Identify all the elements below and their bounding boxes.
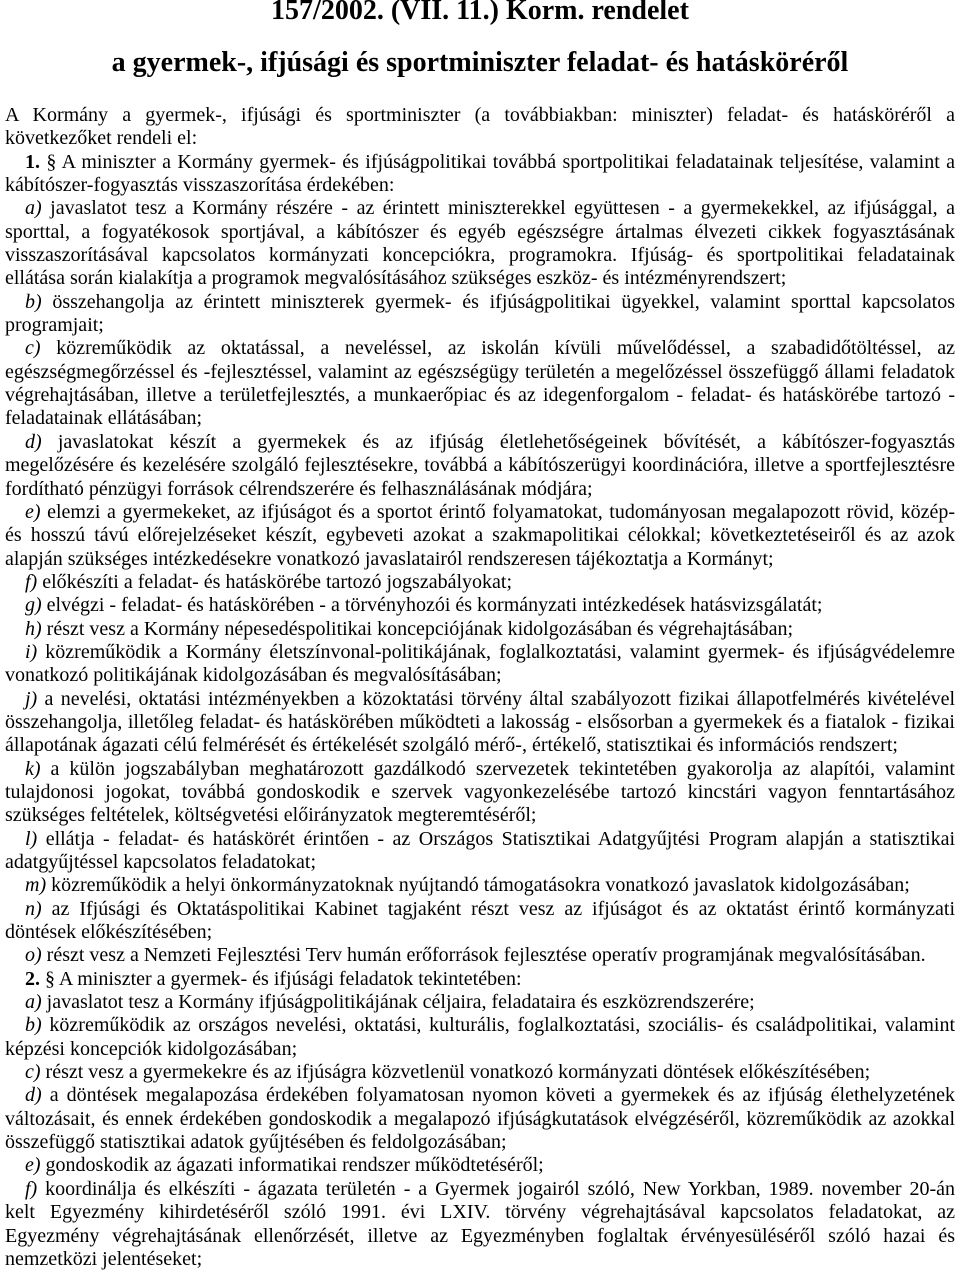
line-text: gondoskodik az ágazati informatikai rendszer működtetéséről; bbox=[45, 1154, 544, 1177]
section-2-item-f bbox=[5, 1178, 955, 1271]
item-label: o) bbox=[25, 944, 42, 967]
line-text: ellátja - feladat- és hatáskörét érintően - az Országos Statisztikai Adatgyűjtési Program alapján a statisztikai bbox=[45, 827, 956, 850]
section-2-item-a bbox=[5, 991, 955, 1014]
text-line: nemzetközi jelentéseket; bbox=[5, 1247, 203, 1270]
section-1-item-k bbox=[5, 758, 955, 828]
section-1-item-j bbox=[5, 688, 955, 758]
text-line: Egyezmény végrehajtásának ellenőrzését, illetve az Egyezményben foglaltak érvényesüléséről szóló hazai és bbox=[5, 1224, 955, 1247]
item-label: d) bbox=[25, 430, 42, 453]
text-line: visszaszorításával kapcsolatos kormányzati koncepciókra, programokra. Ifjúság- és sportpolitikai feladatainak bbox=[5, 244, 955, 267]
line-text: részt vesz a Kormány népesedéspolitikai koncepciójának kidolgozásában és végrehajtásában; bbox=[46, 617, 794, 640]
text-line bbox=[5, 197, 955, 220]
text-line: végrehajtásában, illetve a területfejlesztés, a munkaerőpiac és az idegenforgalom - feladat- és hatáskörébe tartozó - bbox=[5, 384, 955, 407]
item-label: c) bbox=[25, 337, 41, 360]
line-text: koordinálja és elkészíti - ágazata területén - a Gyermek jogairól szóló, New Yorkban, 1989. november 20-án bbox=[45, 1177, 955, 1200]
line-text: az Ifjúsági és Oktatáspolitikai Kabinet tagjaként részt vesz az ifjúságot és az oktatást érintő kormányzati bbox=[51, 897, 956, 920]
text-line bbox=[5, 594, 955, 617]
item-label: g) bbox=[25, 594, 42, 617]
text-line: adatgyűjtéssel kapcsolatos feladatokat; bbox=[5, 851, 317, 873]
item-label: h) bbox=[25, 617, 42, 640]
document-subtitle: a gyermek-, ifjúsági és sportminiszter feladat- és hatásköréről bbox=[111, 47, 849, 78]
item-label: b) bbox=[25, 290, 42, 313]
text-line bbox=[5, 1084, 955, 1107]
text-line bbox=[5, 1014, 955, 1037]
line-text: közreműködik a Kormány életszínvonal-politikájának, foglalkoztatási, valamint gyermek- és ifjúságvédelemre bbox=[45, 640, 955, 663]
text-line bbox=[5, 1154, 955, 1177]
section-2-item-e bbox=[5, 1154, 955, 1177]
text-line bbox=[5, 1061, 955, 1084]
text-line bbox=[5, 431, 955, 454]
section-1-item-c bbox=[5, 337, 955, 430]
text-line bbox=[5, 758, 955, 781]
text-line: vonatkozó politikájának kidolgozásában és megvalósításában; bbox=[5, 664, 502, 687]
text-line bbox=[5, 874, 955, 897]
text-line: állapotának ágazati célú felmérését és értékelését szolgáló mérő-, értékelő, statisztikai és információs rendszert; bbox=[5, 734, 898, 757]
section-1-item-b bbox=[5, 291, 955, 338]
text-line: változásait, és ennek érdekében gondoskodik a megalapozó ifjúságkutatások elvégzéséről, közreműködik az azokkal bbox=[5, 1107, 955, 1130]
preamble bbox=[5, 104, 955, 151]
text-line: kelt Egyezmény kihirdetéséről szóló 1991. évi LXIV. törvény végrehajtásával kapcsolatos feladatokat, az bbox=[5, 1201, 955, 1224]
section-1-item-e bbox=[5, 501, 955, 571]
text-line bbox=[5, 618, 955, 641]
item-label: n) bbox=[25, 897, 42, 920]
line-text: javaslatot tesz a Kormány ifjúságpolitikájának céljaira, feladataira és eszközrendszerére; bbox=[46, 991, 755, 1014]
item-label: f) bbox=[25, 570, 38, 593]
text-line: ellátása során kialakítja a programok megvalósításához szükséges eszköz- és intézményrendszert; bbox=[5, 267, 787, 290]
line-text: összehangolja az érintett miniszterek gyermek- és ifjúságpolitikai ügyekkel, valamint sporttal kapcsolatos bbox=[52, 290, 956, 313]
text-line: programjait; bbox=[5, 314, 104, 337]
text-line bbox=[5, 571, 955, 594]
text-line: kábítószer-fogyasztás visszaszorítása érdekében: bbox=[5, 174, 395, 197]
text-line bbox=[5, 991, 955, 1014]
item-label: k) bbox=[25, 757, 41, 780]
item-label: e) bbox=[25, 500, 41, 523]
item-label: d) bbox=[25, 1084, 42, 1107]
text-line bbox=[5, 828, 955, 851]
line-text: a döntések megalapozása érdekében folyamatosan nyomon követi a gyermekek és az ifjúság élethelyzetének bbox=[49, 1084, 955, 1107]
item-label: j) bbox=[25, 687, 38, 710]
section-1-item-d bbox=[5, 431, 955, 501]
section-2-intro bbox=[5, 968, 955, 991]
text-line: feladatainak ellátásában; bbox=[5, 407, 203, 430]
section-2-item-b bbox=[5, 1014, 955, 1061]
text-line bbox=[5, 688, 955, 711]
section-1-item-g bbox=[5, 594, 955, 617]
line-text: a nevelési, oktatási intézményekben a közoktatási törvény által szabályozott fizikai állapotfelmérés kivételével bbox=[44, 687, 956, 710]
item-label: l) bbox=[25, 827, 38, 850]
text-line: megelőzésére és kezelésére szolgáló fejlesztésekre, továbbá a kábítószerügyi koordinációra, illetve a sportfejlesztésre bbox=[5, 454, 955, 477]
item-label: c) bbox=[25, 1061, 41, 1084]
line-text: § A miniszter a Kormány gyermek- és ifjúságpolitikai továbbá sportpolitikai feladatainak teljesítése, valamint a bbox=[46, 150, 956, 173]
line-text: közreműködik az oktatással, a neveléssel, az iskolán kívüli művelődéssel, a szabadidőtöltéssel, az bbox=[56, 337, 955, 360]
section-1-item-l bbox=[5, 828, 955, 875]
section-number: 1. bbox=[25, 150, 40, 173]
line-text: elvégzi - feladat- és hatáskörében - a törvényhozói és kormányzati intézkedések hatásvizsgálatát; bbox=[46, 594, 823, 617]
item-label: a) bbox=[25, 991, 42, 1014]
line-text: § A miniszter a gyermek- és ifjúsági feladatok tekintetében: bbox=[45, 967, 522, 990]
line-text: elemzi a gyermekeket, az ifjúságot és a sportot érintő folyamatokat, tudományosan megalapozott rövid, közép- bbox=[47, 500, 956, 523]
item-label: a) bbox=[25, 197, 42, 220]
text-line: szükséges feltételek, költségvetési előirányzatok megteremtéséről; bbox=[5, 804, 537, 827]
item-label: b) bbox=[25, 1014, 42, 1037]
line-text: részt vesz a gyermekekre és az ifjúságra közvetlenül vonatkozó kormányzati döntések előkészítésében; bbox=[45, 1061, 871, 1084]
item-label: e) bbox=[25, 1154, 41, 1177]
text-line bbox=[5, 898, 955, 921]
text-line: fordítható pénzügyi források célrendszerére és felhasználásának módjára; bbox=[5, 477, 593, 500]
text-line bbox=[5, 944, 955, 967]
text-line: és hosszú távú előrejelzéseket készít, egybeveti azokat a szakmapolitikai célokkal; következtetéseiről és az azok bbox=[5, 524, 955, 547]
section-1-item-m bbox=[5, 874, 955, 897]
section-number: 2. bbox=[25, 967, 40, 990]
text-line: összehangolja, illetőleg feladat- és hatáskörében működteti a lakosság - elsősorban a gyermekek és a fiatalok - fizikai bbox=[5, 710, 955, 733]
section-1-item-i bbox=[5, 641, 955, 688]
item-label: m) bbox=[25, 874, 47, 897]
section-1-intro bbox=[5, 151, 955, 198]
text-line bbox=[5, 151, 955, 174]
section-2-item-c bbox=[5, 1061, 955, 1084]
text-line: tulajdonosi jogokat, továbbá gondoskodik e szervek vagyonkezelésébe tartozó kincstári vagyon fenntartásához bbox=[5, 780, 955, 803]
line-text: előkészíti a feladat- és hatáskörébe tartozó jogszabályokat; bbox=[42, 570, 513, 593]
item-label: f) bbox=[25, 1177, 38, 1200]
section-2-item-d bbox=[5, 1084, 955, 1154]
text-line bbox=[5, 501, 955, 524]
text-line bbox=[5, 291, 955, 314]
text-line: következőket rendeli el: bbox=[5, 127, 198, 150]
text-line bbox=[5, 968, 955, 991]
section-1-item-f bbox=[5, 571, 955, 594]
text-line: A Kormány a gyermek-, ifjúsági és sportminiszter (a továbbiakban: miniszter) feladat- és hatásköréről a bbox=[5, 104, 955, 126]
text-line: összefüggő statisztikai adatok gyűjtésében és feldolgozásában; bbox=[5, 1131, 507, 1154]
document-body bbox=[5, 104, 955, 1271]
line-text: közreműködik az országos nevelési, oktatási, kulturális, foglalkoztatási, szociális- és családpolitikai, valamint bbox=[49, 1014, 955, 1037]
line-text: közreműködik a helyi önkormányzatoknak nyújtandó támogatásokra vonatkozó javaslatok kidolgozásában; bbox=[51, 874, 910, 897]
section-1-item-o bbox=[5, 944, 955, 967]
line-text: javaslatokat készít a gyermekek és az ifjúság életlehetőségeinek bővítését, a kábítószer-fogyasztás bbox=[57, 430, 956, 453]
document-title: 157/2002. (VII. 11.) Korm. rendelet bbox=[271, 0, 689, 26]
text-line bbox=[5, 641, 955, 664]
text-line: alapján szükséges intézkedésekre vonatkozó javaslatairól rendszeresen tájékoztatja a Kormányt; bbox=[5, 547, 774, 570]
line-text: részt vesz a Nemzeti Fejlesztési Terv humán erőforrások fejlesztése operatív programjának megvalósításában. bbox=[46, 944, 926, 967]
section-1-item-n bbox=[5, 898, 955, 945]
text-line: egészségmegőrzéssel és -fejlesztéssel, valamint az egészségügy területén a megelőzéssel összefüggő állami feladatok bbox=[5, 360, 955, 383]
text-line: döntések előkészítésében; bbox=[5, 921, 213, 944]
item-label: i) bbox=[25, 640, 38, 663]
text-line: képzési koncepciók kidolgozásában; bbox=[5, 1037, 298, 1060]
text-line bbox=[5, 337, 955, 360]
text-line: sporttal, a fogyatékosok sportjával, a kábítószer és egyéb egészségre ártalmas élvezeti cikkek fogyasztásának bbox=[5, 220, 955, 243]
section-1-item-a bbox=[5, 197, 955, 290]
line-text: javaslatot tesz a Kormány részére - az érintett miniszterekkel együttesen - a gyermekekkel, az ifjúsággal, a bbox=[50, 197, 955, 220]
line-text: a külön jogszabályban meghatározott gazdálkodó szervezetek tekintetében gyakorolja az alapítói, valamint bbox=[50, 757, 955, 780]
section-1-item-h bbox=[5, 618, 955, 641]
text-line bbox=[5, 1178, 955, 1201]
